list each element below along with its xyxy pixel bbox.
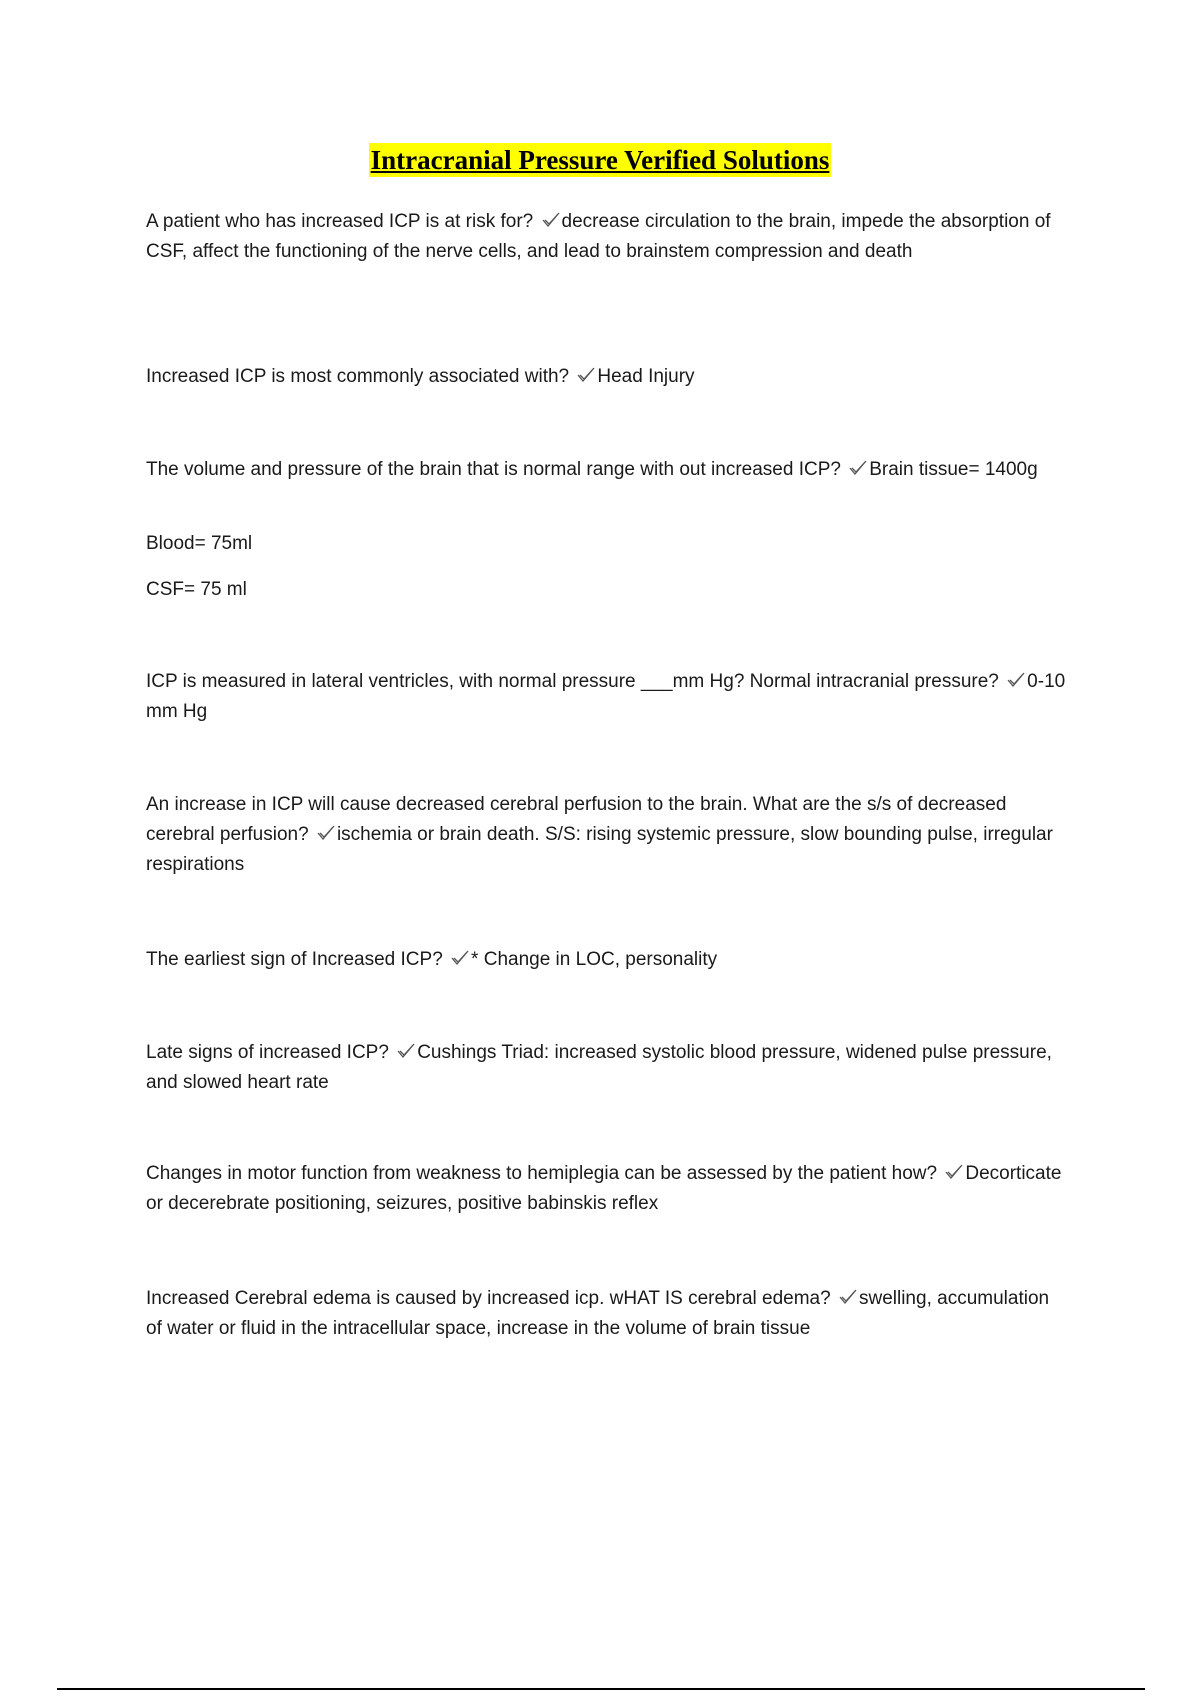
answer-text: Cushings Triad: increased systolic blood pressure, widened pulse pressure, and slowed heart rate xyxy=(146,1042,1052,1093)
qa-item-3 xyxy=(146,455,1066,485)
question-text: The volume and pressure of the brain that is normal range with out increased ICP? xyxy=(146,459,841,480)
footer-divider xyxy=(57,1688,1145,1690)
question-text: Increased Cerebral edema is caused by increased icp. wHAT IS cerebral edema? xyxy=(146,1288,831,1309)
answer-text: 0-10 mm Hg xyxy=(146,671,1066,722)
qa-item-1 xyxy=(146,207,1066,267)
question-text: Late signs of increased ICP? xyxy=(146,1042,389,1063)
answer-text: swelling, accumulation of water or fluid in the intracellular space, increase in the volume of brain tissue xyxy=(146,1288,1050,1339)
page-title: Intracranial Pressure Verified Solutions xyxy=(370,145,830,175)
question-text: Changes in motor function from weakness to hemiplegia can be assessed by the patient how? xyxy=(146,1163,938,1184)
question-text: ICP is measured in lateral ventricles, with normal pressure ___mm Hg? Normal intracranial pressure? xyxy=(146,671,999,692)
checkmark-icon xyxy=(316,824,336,842)
checkmark-icon xyxy=(944,1163,964,1181)
question-text: A patient who has increased ICP is at risk for? xyxy=(146,211,534,232)
checkmark-icon xyxy=(848,459,868,477)
checkmark-icon xyxy=(838,1288,858,1306)
qa-item-4 xyxy=(146,667,1066,727)
answer-text: ischemia or brain death. S/S: rising systemic pressure, slow bounding pulse, irregular respirations xyxy=(146,824,1053,875)
qa-item-2 xyxy=(146,362,1066,392)
title-wrap xyxy=(0,143,1200,177)
question-text: An increase in ICP will cause decreased cerebral perfusion to the brain. What are the s/s of decreased cerebral perfusion? xyxy=(146,794,1007,845)
qa-item-3-extra-1: Blood= 75ml xyxy=(146,533,253,554)
qa-item-8 xyxy=(146,1159,1066,1219)
qa-item-5 xyxy=(146,790,1066,880)
answer-text: Head Injury xyxy=(597,366,695,387)
qa-item-3-extra-2: CSF= 75 ml xyxy=(146,579,247,600)
question-text: The earliest sign of Increased ICP? xyxy=(146,949,443,970)
qa-item-9 xyxy=(146,1284,1066,1344)
checkmark-icon xyxy=(541,211,561,229)
checkmark-icon xyxy=(1006,671,1026,689)
answer-text: decrease circulation to the brain, impede the absorption of CSF, affect the functioning of the nerve cells, and lead to brainstem compression and death xyxy=(146,211,1051,262)
answer-text: Brain tissue= 1400g xyxy=(869,459,1038,480)
qa-item-6 xyxy=(146,945,1066,975)
answer-text: Decorticate or decerebrate positioning, seizures, positive babinskis reflex xyxy=(146,1163,1062,1214)
checkmark-icon xyxy=(396,1042,416,1060)
qa-item-7 xyxy=(146,1038,1066,1098)
checkmark-icon xyxy=(576,366,596,384)
answer-text: * Change in LOC, personality xyxy=(471,949,718,970)
question-text: Increased ICP is most commonly associated with? xyxy=(146,366,570,387)
checkmark-icon xyxy=(450,949,470,967)
